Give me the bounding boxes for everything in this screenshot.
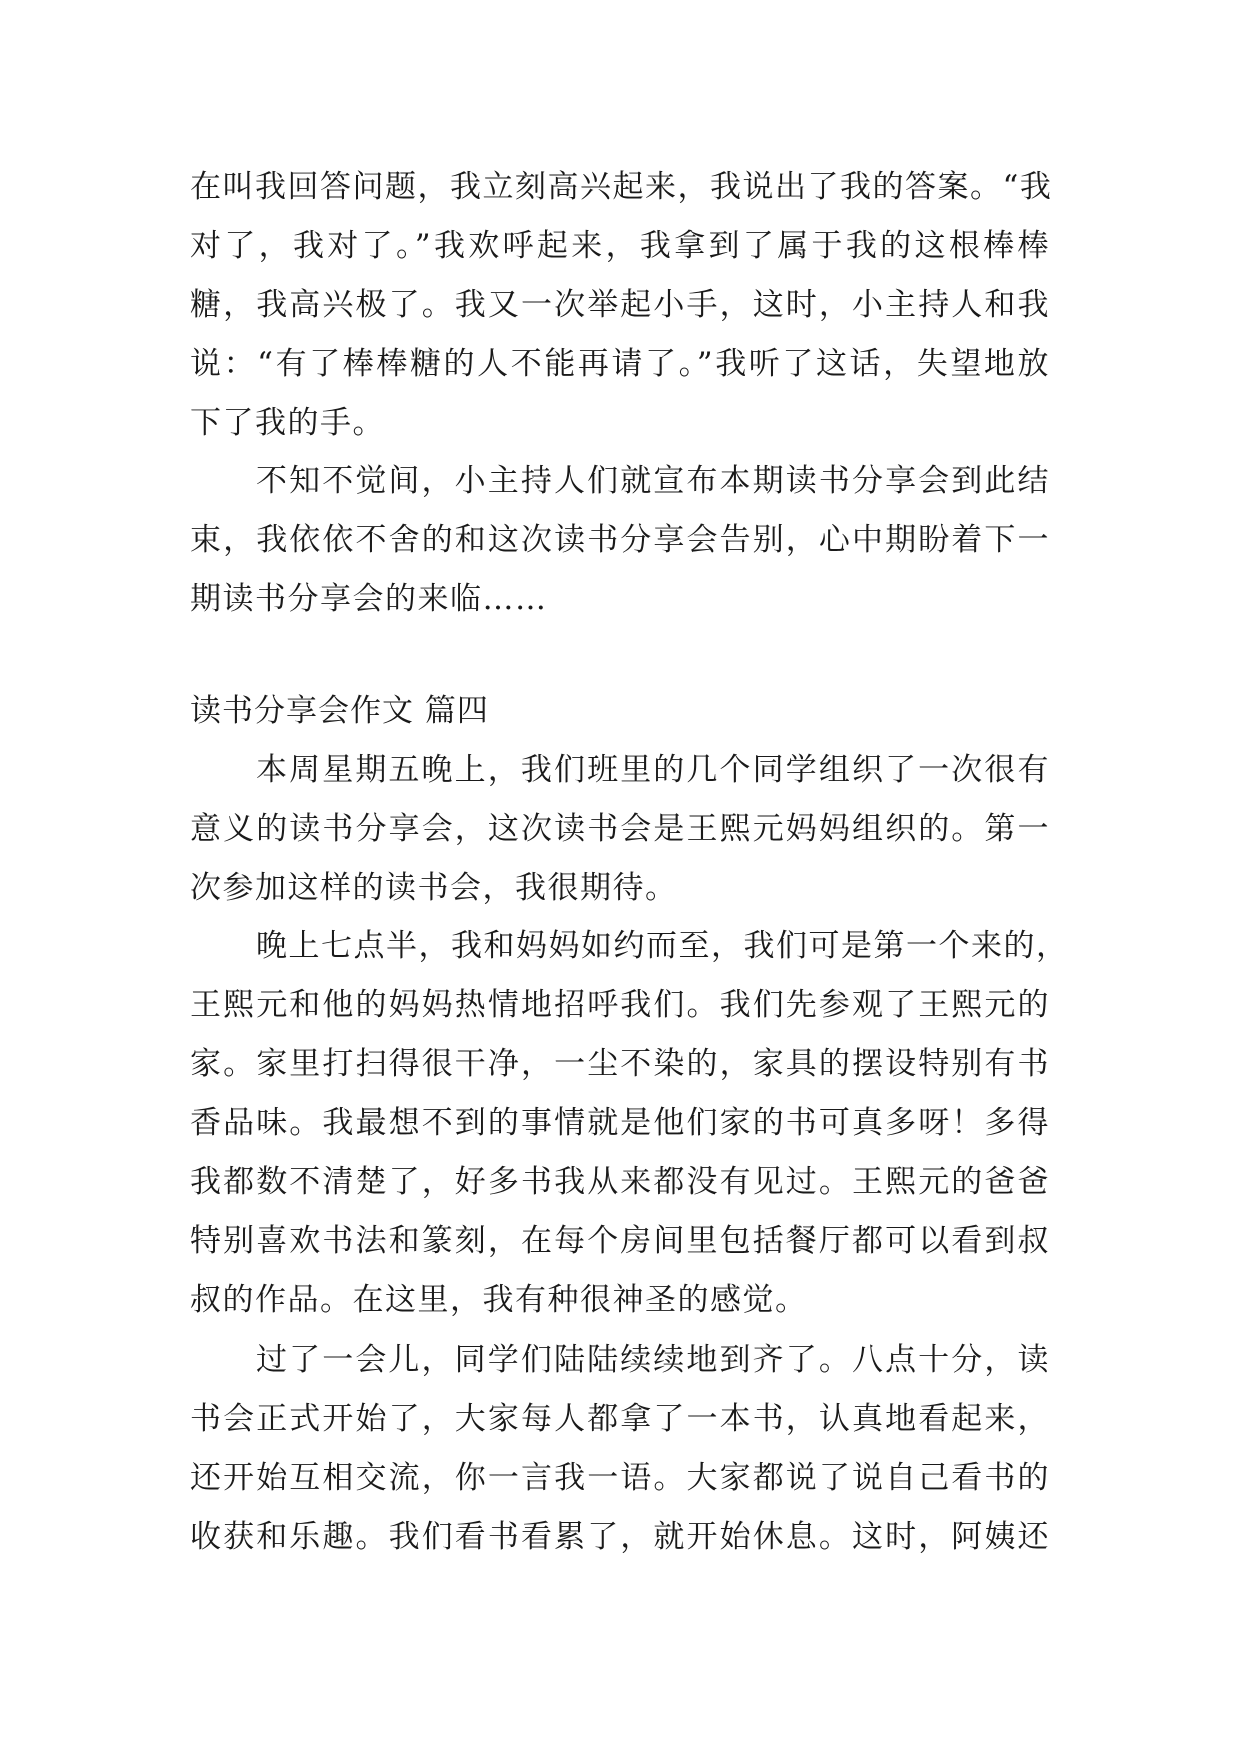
text-line: 王熙元和他的妈妈热情地招呼我们。我们先参观了王熙元的 — [190, 987, 1050, 1023]
text-line: 期读书分享会的来临…… — [190, 581, 548, 617]
section-heading: 读书分享会作文 篇四 — [190, 693, 489, 729]
text-line: 家。家里打扫得很干净，一尘不染的，家具的摆设特别有书 — [190, 1046, 1050, 1082]
text-line: 糖，我高兴极了。我又一次举起小手，这时，小主持人和我 — [190, 287, 1050, 323]
text-line: 香品味。我最想不到的事情就是他们家的书可真多呀！多得 — [190, 1105, 1050, 1141]
text-line: 不知不觉间，小主持人们就宣布本期读书分享会到此结 — [256, 463, 1050, 499]
text-line: 束，我依依不舍的和这次读书分享会告别，心中期盼着下一 — [190, 522, 1050, 558]
paragraph-end — [190, 452, 1050, 629]
text-line: 次参加这样的读书会，我很期待。 — [190, 870, 678, 906]
text-line: 还开始互相交流，你一言我一语。大家都说了说自己看书的 — [190, 1460, 1050, 1496]
text-line: 我都数不清楚了，好多书我从来都没有见过。王熙元的爸爸 — [190, 1164, 1050, 1200]
paragraph-session — [190, 1331, 1050, 1567]
paragraph-intro — [190, 741, 1050, 918]
text-line: 过了一会儿，同学们陆陆续续地到齐了。八点十分，读 — [256, 1342, 1050, 1378]
text-line: 对了，我对了。”我欢呼起来，我拿到了属于我的这根棒棒 — [190, 228, 1050, 264]
text-line: 叔的作品。在这里，我有种很神圣的感觉。 — [190, 1282, 808, 1318]
text-line: 书会正式开始了，大家每人都拿了一本书，认真地看起来， — [190, 1401, 1050, 1437]
text-line: 下了我的手。 — [190, 405, 385, 441]
paragraph-continued — [190, 158, 1053, 453]
text-line: 特别喜欢书法和篆刻，在每个房间里包括餐厅都可以看到叔 — [190, 1223, 1050, 1259]
text-line: 说：“有了棒棒糖的人不能再请了。”我听了这话，失望地放 — [190, 346, 1050, 382]
paragraph-visit — [190, 917, 1069, 1330]
text-line: 在叫我回答问题，我立刻高兴起来，我说出了我的答案。“我 — [190, 169, 1053, 205]
text-line: 意义的读书分享会，这次读书会是王熙元妈妈组织的。第一 — [190, 811, 1050, 847]
text-line: 收获和乐趣。我们看书看累了，就开始休息。这时，阿姨还 — [190, 1519, 1050, 1555]
text-line: 晚上七点半，我和妈妈如约而至，我们可是第一个来的， — [256, 928, 1069, 964]
text-line: 本周星期五晚上，我们班里的几个同学组织了一次很有 — [256, 752, 1050, 788]
